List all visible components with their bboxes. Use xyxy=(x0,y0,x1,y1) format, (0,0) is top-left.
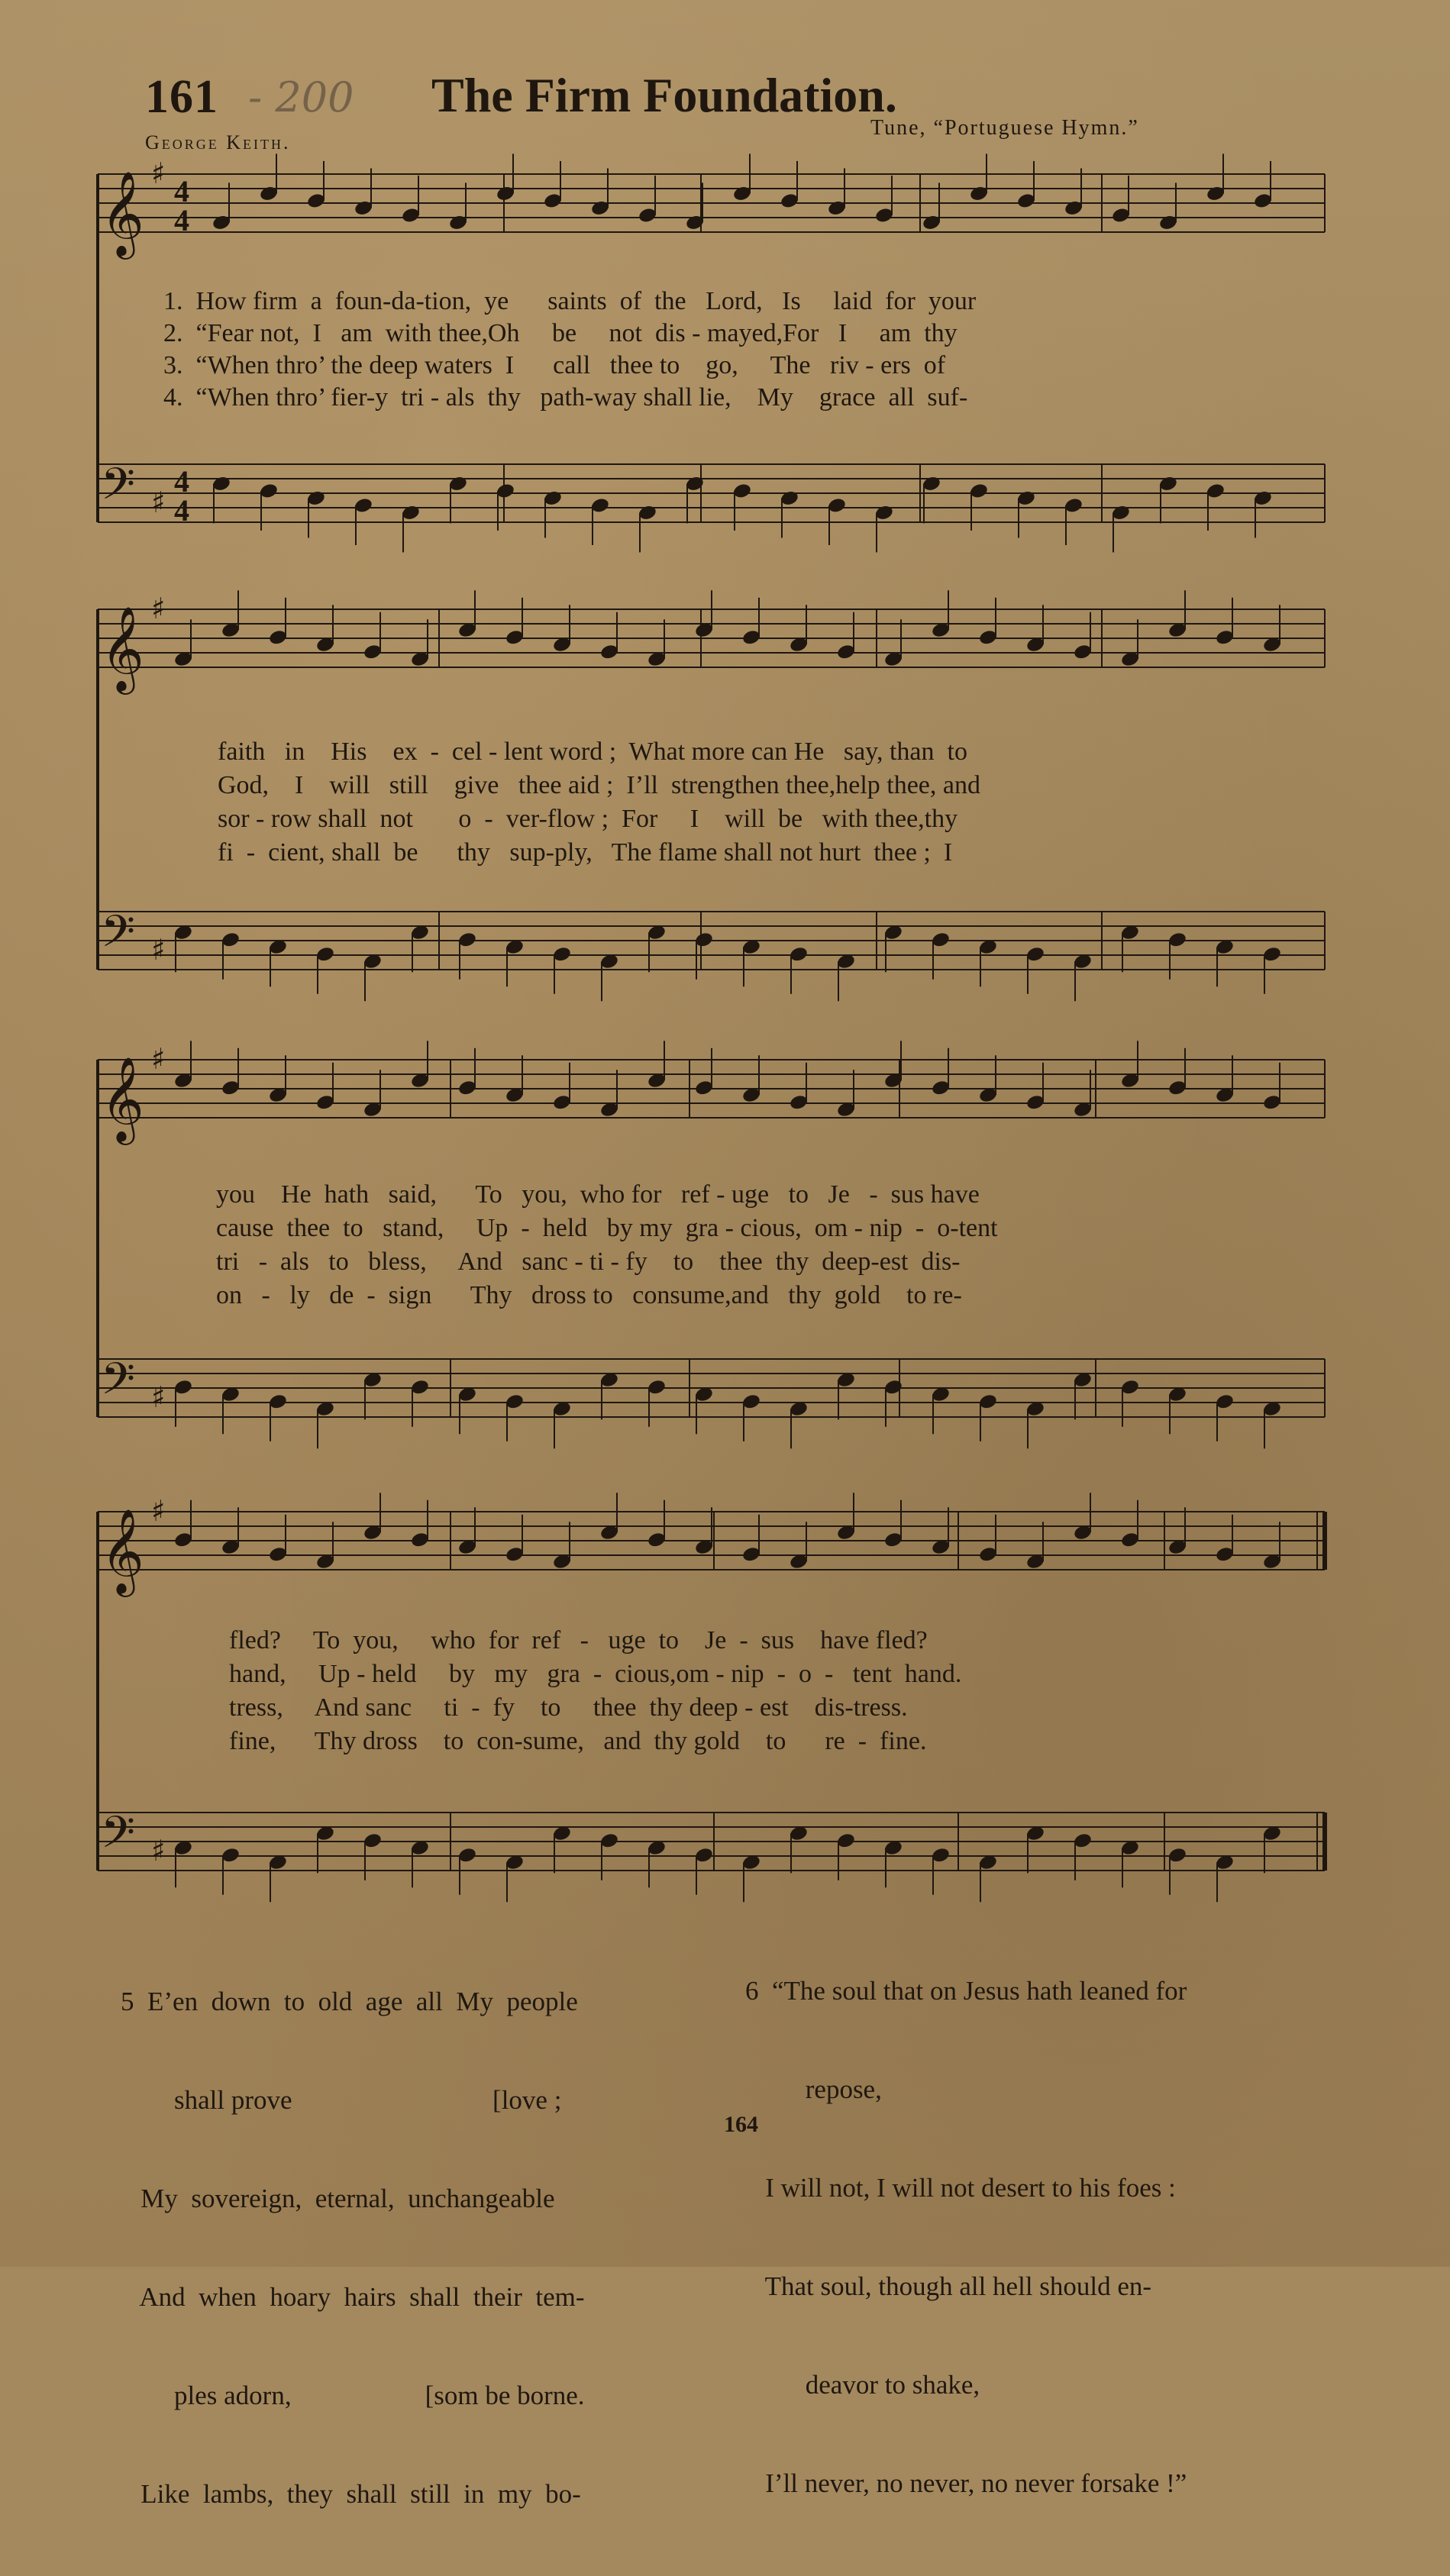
time-signature-bottom: 4 xyxy=(174,493,189,528)
hymn-title: The Firm Foundation. xyxy=(431,68,897,122)
lyric-line: fine, Thy dross to con-sume, and thy gold to re - fine. xyxy=(229,1727,927,1755)
bass-clef-icon: 𝄢 xyxy=(101,1806,136,1869)
lyric-line: hand, Up - held by my gra - cious,om - nip - o - tent hand. xyxy=(229,1660,962,1688)
verse-line: Like lambs, they shall still in my bo- xyxy=(121,2479,581,2509)
page-number: 164 xyxy=(724,2112,758,2137)
verse-line: repose, xyxy=(745,2074,882,2104)
sharp-icon: ♯ xyxy=(151,933,166,967)
lyric-line: tress, And sanc ti - fy to thee thy deep - est dis-tress. xyxy=(229,1693,908,1722)
time-signature-top: 4 xyxy=(174,464,189,499)
verse-line: 6 “The soul that on Jesus hath leaned for xyxy=(745,1976,1187,2006)
time-signature-top: 4 xyxy=(174,174,189,208)
lyric-line: faith in His ex - cel - lent word ; What more can He say, than to xyxy=(218,738,967,766)
sharp-icon: ♯ xyxy=(151,486,166,519)
lyric-line: 4. “When thro’ fier-y tri - als thy path-way shall lie, My grace all suf- xyxy=(163,383,968,412)
verse-6 xyxy=(745,1909,1187,2565)
verse-line: shall prove [love ; xyxy=(121,2085,562,2115)
lyric-line: cause thee to stand, Up - held by my gra - cious, om - nip - o-tent xyxy=(216,1214,998,1242)
verse-line: ples adorn, [som be borne. xyxy=(121,2381,585,2410)
sharp-icon: ♯ xyxy=(151,1834,166,1867)
lyric-line: God, I will still give thee aid ; I’ll strengthen thee,help thee, and xyxy=(218,771,980,799)
verse-line: deavor to shake, xyxy=(745,2370,980,2400)
lyric-line: 2. “Fear not, I am with thee,Oh be not dis - mayed,For I am thy xyxy=(163,319,958,347)
lyric-line: sor - row shall not o - ver-flow ; For I will be with thee,thy xyxy=(218,805,958,833)
verse-line: My sovereign, eternal, unchangeable xyxy=(121,2184,555,2213)
treble-clef-icon: 𝄞 xyxy=(101,1056,144,1141)
verse-line: I’ll never, no never, no never forsake !” xyxy=(745,2468,1187,2498)
sharp-icon: ♯ xyxy=(151,1494,166,1528)
hymn-author: George Keith. xyxy=(145,131,291,153)
sharp-icon: ♯ xyxy=(151,1380,166,1414)
treble-clef-icon: 𝄞 xyxy=(101,1508,144,1593)
bass-clef-icon: 𝄢 xyxy=(101,905,136,968)
bass-clef-icon: 𝄢 xyxy=(101,458,136,521)
lyric-line: on - ly de - sign Thy dross to consume,and thy gold to re- xyxy=(216,1281,962,1309)
lyric-line: fi - cient, shall be thy sup-ply, The flame shall not hurt thee ; I xyxy=(218,838,953,867)
hymn-number: 161 xyxy=(145,71,218,123)
handwritten-pencil-note: - 200 xyxy=(248,73,354,121)
sharp-icon: ♯ xyxy=(151,592,166,625)
sharp-icon: ♯ xyxy=(151,1042,166,1076)
sharp-icon: ♯ xyxy=(151,157,166,190)
tune-name: Tune, “Portuguese Hymn.” xyxy=(870,116,1139,140)
treble-clef-icon: 𝄞 xyxy=(101,170,144,256)
lyric-line: tri - als to bless, And sanc - ti - fy to thee thy deep-est dis- xyxy=(216,1248,961,1276)
lyric-line: you He hath said, To you, who for ref - uge to Je - sus have xyxy=(216,1180,980,1209)
lyric-line: fled? To you, who for ref - uge to Je - sus have fled? xyxy=(229,1626,928,1654)
treble-clef-icon: 𝄞 xyxy=(101,605,144,691)
verse-line: I will not, I will not desert to his foes : xyxy=(745,2173,1176,2203)
verse-5 xyxy=(121,1919,585,2576)
time-signature-bottom: 4 xyxy=(174,203,189,237)
lyric-line: 3. “When thro’ the deep waters I call thee to go, The riv - ers of xyxy=(163,351,946,379)
lyric-line: 1. How firm a foun-da-tion, ye saints of the Lord, Is laid for your xyxy=(163,287,977,315)
bass-clef-icon: 𝄢 xyxy=(101,1353,136,1416)
verse-line: And when hoary hairs shall their tem- xyxy=(121,2282,585,2312)
verse-line: 5 E’en down to old age all My people xyxy=(121,1987,578,2016)
verse-line: That soul, though all hell should en- xyxy=(745,2271,1152,2301)
